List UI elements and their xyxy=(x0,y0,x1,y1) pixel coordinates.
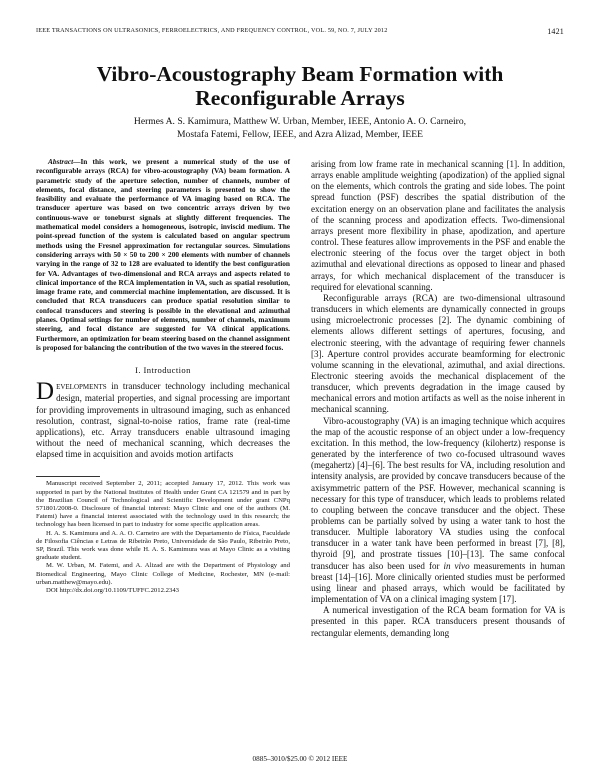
section-heading-introduction: I. Introduction xyxy=(135,365,191,376)
body-paragraph-4: A numerical investigation of the RCA beam formation for VA is presented in this paper. RCA transducers present thousands of rectangular elements, demanding long xyxy=(311,605,565,638)
footnote-affiliation-1: H. A. S. Kamimura and A. A. O. Carneiro are with the Departamento de Física, Faculdade de Filosofia Ciências e Letras de Ribeirão Preto, Universidade de São Paulo, Ribeirão Preto, SP, Brazil. This work was done while H. A. S. Kamimura was at Mayo Clinic as a visiting graduate student. xyxy=(36,529,290,562)
footnote-rule xyxy=(36,476,100,477)
abstract-text: —In this work, we present a numerical study of the use of reconfigurable arrays (RCA) for vibro-acoustography (VA) beam formation. A parametric study of the aperture selection, number of channels, number of elements, focal distance, and steering parameters is presented to show the feasibility and evaluate the performance of VA imaging based on RCA. The transducer aperture was based on two concentric arrays driven by two continuous-wave or toneburst signals at slightly different frequencies. The mathematical model considers a homogeneous, isotropic, inviscid medium. The point-spread function of the system is calculated based on angular spectrum methods using the Fresnel approximation for rectangular sources. Simulations considering arrays with 50 × 50 to 200 × 200 elements with number of channels varying in the range of 32 to 128 are evaluated to identify the best configuration for VA. Advantages of two-dimensional and RCA arrays and aspects related to clinical importance of the RCA implementation in VA, such as spatial resolution, image frame rate, and commercial machine implementation, are discussed. It is concluded that RCA transducers can produce spatial resolution similar to confocal transducers and steering is possible in the elevational and azimuthal planes. Optimal settings for number of elements, number of channels, maximum steering, and focal distance are suggested for VA clinical applications. Furthermore, an optimization for beam steering based on the channel assignment is proposed for balancing the contribution of the two waves in the steered focus. xyxy=(36,157,290,352)
body-paragraph-3 xyxy=(311,416,565,606)
copyright-line: 0885–3010/$25.00 © 2012 IEEE xyxy=(252,755,348,763)
journal-name: IEEE TRANSACTIONS ON ULTRASONICS, FERROELECTRICS, AND FREQUENCY CONTROL, VOL. 59, NO. 7, JULY 2012 xyxy=(36,27,388,34)
drop-cap: D xyxy=(36,378,55,406)
intro-smallcaps: EVELOPMENTS xyxy=(56,383,107,392)
intro-text: in transducer technology including mechanical design, material properties, and signal processing are important for providing improvements in ultrasound imaging, such as enhanced resolution, contrast, signal-to-noise ratios, frame rate (real-time applications), etc. Array transducers enable ultrasound imaging without the need of mechanical scanning, which decreases the elapsed time in acquisition and avoids motion artifacts xyxy=(36,381,290,460)
footnote-manuscript: Manuscript received September 2, 2011; accepted January 17, 2012. This work was supported in part by the National Institutes of Health under Grant CA 121579 and in part by the Brazilian Council of Technological and Scientific Development under grant CNPq 571801/2008-0. Disclosure of financial interest: Mayo Clinic and one of the authors (M. Fatemi) have a financial interest associated with the technology used in this research; the technology has been licensed in part to industry for some specific application areas. xyxy=(36,480,290,529)
left-column xyxy=(36,157,290,595)
author-line-1: Hermes A. S. Kamimura, Matthew W. Urban, Member, IEEE, Antonio A. O. Carneiro, xyxy=(133,116,467,127)
abstract xyxy=(36,157,290,352)
author-line-2: Mostafa Fatemi, Fellow, IEEE, and Azra Alizad, Member, IEEE xyxy=(177,128,423,140)
right-column xyxy=(311,159,565,639)
page-number: 1421 xyxy=(547,27,564,36)
body-paragraph-3-b: measurements in human breast [14]–[16]. More clinically oriented studies must be performed using linear and phased arrays, which would be facilitated by implementation of VA on a clinical imaging system [17]. xyxy=(311,560,566,605)
footnote-affiliation-2: M. W. Urban, M. Fatemi, and A. Alizad are with the Department of Physiology and Biomedical Engineering, Mayo Clinic College of Medicine, Rochester, MN (e-mail: urban.matthew@mayo.edu). xyxy=(36,562,290,586)
in-vivo-italic: in vivo xyxy=(443,560,470,571)
paper-title: Vibro-Acoustography Beam Formation with Reconfigurable Arrays xyxy=(96,62,504,110)
body-paragraph-1: arising from low frame rate in mechanical scanning [1]. In addition, arrays enable amplitude weighting (apodization) of the applied signal on the elements, which controls the grating and side lobes. The point spread function (PSF) describes the spatial distribution of the excitation energy on an observation plane and facilitates the analysis of the scanning process and apodization effects. Two-dimensional arrays present more flexibility in phase, apodization, and aperture control. These features allow improvements in the PSF and enable the electronic steering of the focus over the target object in both azimuthal and elevational directions as opposed to linear and phased arrays, for which mechanical displacement of the transducer is required for elevational scanning. xyxy=(311,159,565,292)
body-paragraph-2: Reconfigurable arrays (RCA) are two-dimensional ultrasound transducers in which elements are dynamically connected in groups using microelectronic processes [2]. The dynamic combining of elements allows different settings of apertures, focusing, and electronic steering, with the advantage of requiring fewer channels [3]. Aperture control provides accurate beamforming for electronic volume scanning in the elevational, azimuthal, and axial directions. Electronic steering avoids the mechanical displacement of the transducer, which prevents degradation in the image caused by mechanical errors and motion artifacts as well as the noise inherent in mechanical scanning. xyxy=(311,292,565,415)
abstract-label: Abstract xyxy=(48,157,74,166)
intro-paragraph xyxy=(36,378,290,460)
doi-link[interactable]: DOI http://dx.doi.org/10.1109/TUFFC.2012.2343 xyxy=(46,586,180,594)
running-header xyxy=(36,27,564,39)
author-block xyxy=(40,116,560,141)
body-paragraph-3-a: Vibro-acoustography (VA) is an imaging technique which acquires the map of the acoustic response of an object under a low-frequency excitation. In this method, the low-frequency (kilohertz) response is generated by the interference of two co-focused ultrasound waves (megahertz) [4]–[6]. The best results for VA, including resolution and intensity analysis, are provided by concave transducers because of the axisymmetric pattern of the PSF. However, mechanical scanning is necessary for this type of transducer, which leads to problems related to coupling between the concave transducer and the object. These problems can be partially solved by using a water tank to host the transducer. Multiple laboratory VA studies using the confocal transducer in a water tank have been performed in breast [7], [8], thyroid [9], and prostrate tissues [10]–[13]. The same confocal transducer has also been used for xyxy=(311,415,565,571)
